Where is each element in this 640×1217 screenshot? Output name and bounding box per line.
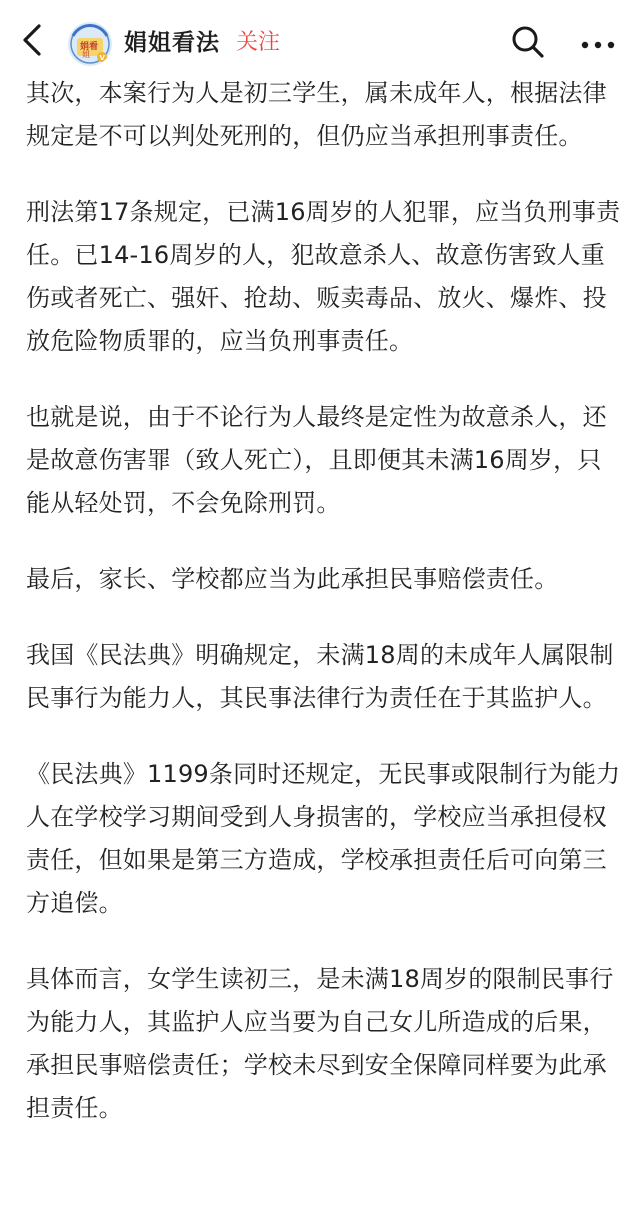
article-paragraph: 其次，本案行为人是初三学生，属未成年人，根据法律规定是不可以判处死刑的，但仍应当承担刑事责任。 — [26, 79, 607, 150]
article-body — [26, 72, 622, 1163]
avatar[interactable] — [68, 22, 112, 66]
svg-text:姐: 姐 — [82, 50, 90, 59]
search-button[interactable] — [508, 24, 548, 64]
back-button[interactable] — [14, 22, 50, 62]
article-paragraph: 《民法典》1199条同时还规定，无民事或限制行为能力人在学校学习期间受到人身损害的，学校应当承担侵权责任，但如果是第三方造成，学校承担责任后可向第三方追偿。 — [26, 760, 621, 917]
follow-button[interactable]: 关注 — [236, 30, 281, 55]
article-paragraph: 最后，家长、学校都应当为此承担民事赔偿责任。 — [26, 565, 559, 593]
more-dots-icon — [580, 35, 616, 54]
chevron-left-icon — [21, 23, 43, 61]
search-icon — [511, 25, 545, 63]
svg-text:娟看: 娟看 — [80, 42, 99, 52]
svg-text:V: V — [99, 54, 105, 62]
avatar-logo — [68, 22, 112, 66]
article-paragraph: 我国《民法典》明确规定，未满18周的未成年人属限制民事行为能力人，其民事法律行为责任在于其监护人。 — [26, 641, 614, 712]
article-paragraph: 刑法第17条规定，已满16周岁的人犯罪，应当负刑事责任。已14-16周岁的人，犯故意杀人、故意伤害致人重伤或者死亡、强奸、抢劫、贩卖毒品、放火、爆炸、投放危险物质罪的，应当负刑事责任。 — [26, 198, 621, 355]
account-name[interactable]: 娟姐看法 — [124, 30, 220, 56]
article-paragraph: 也就是说，由于不论行为人最终是定性为故意杀人，还是故意伤害罪（致人死亡），且即便其未满16周岁，只能从轻处罚，不会免除刑罚。 — [26, 403, 607, 517]
more-button[interactable] — [576, 24, 620, 64]
article-paragraph: 具体而言，女学生读初三，是未满18周岁的限制民事行为能力人，其监护人应当要为自己女儿所造成的后果，承担民事赔偿责任；学校未尽到安全保障同样要为此承担责任。 — [26, 965, 614, 1122]
